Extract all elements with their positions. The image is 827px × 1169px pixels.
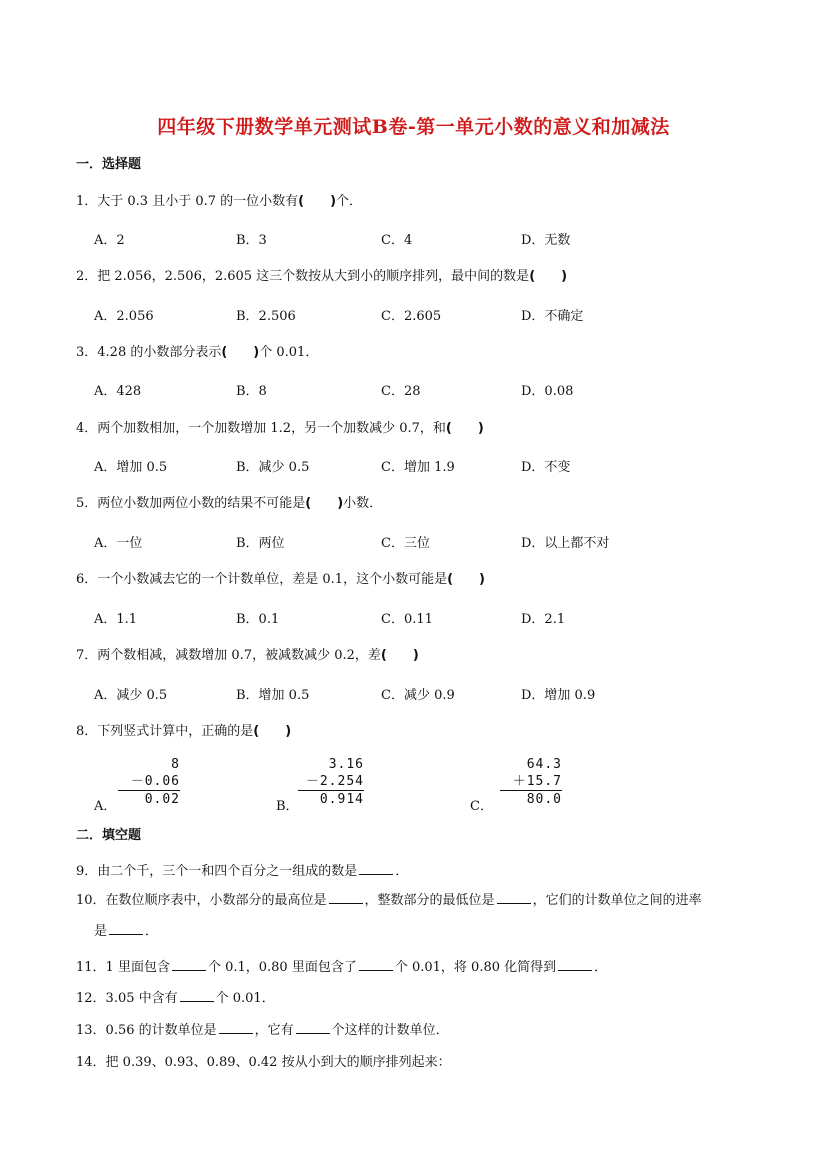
answer-blank[interactable]: [219, 1021, 253, 1034]
q3-option-c: C．28: [381, 384, 421, 399]
question-12-text: 12．3.05 中含有: [76, 991, 178, 1006]
q8-vertical-calc-a: [118, 756, 180, 808]
question-10-tail: ．: [145, 924, 159, 939]
q1-option-a: A．2: [94, 233, 125, 248]
answer-parenthesis: ( ): [221, 345, 260, 360]
calc-result: 0.914: [298, 790, 364, 808]
q2-option-b: B．2.506: [236, 309, 296, 324]
question-13-text: 13．0.56 的计数单位是: [76, 1023, 217, 1038]
question-3: [76, 341, 318, 360]
question-10-text-4: 是: [94, 924, 108, 939]
q2-option-d: D．不确定: [521, 309, 584, 324]
q7-option-d: D．增加 0.9: [521, 688, 596, 703]
q3-option-b: B．8: [236, 384, 267, 399]
question-13-text-2: ，它有: [254, 1023, 294, 1038]
q2-option-a: A．2.056: [94, 309, 154, 324]
answer-parenthesis: ( ): [380, 648, 419, 663]
q6-option-a: A．1.1: [94, 612, 138, 627]
q3-option-a: A．428: [94, 384, 142, 399]
q5-option-b: B．两位: [236, 536, 285, 551]
question-10-continued: [94, 920, 158, 939]
question-3-text: 3．4.28 的小数部分表示: [76, 345, 222, 360]
calc-operand: －0.06: [130, 774, 180, 789]
question-10-text-2: ，整数部分的最低位是: [364, 893, 495, 908]
q7-option-b: B．增加 0.5: [236, 688, 310, 703]
answer-parenthesis: ( ): [298, 194, 337, 209]
q1-option-b: B．3: [236, 233, 267, 248]
page-title: 四年级下册数学单元测试B卷-第一单元小数的意义和加减法: [157, 116, 670, 138]
question-9: [76, 860, 408, 879]
question-14: [76, 1051, 451, 1070]
question-5: [76, 492, 382, 511]
answer-parenthesis: ( ): [253, 724, 292, 739]
question-1-tail: 个．: [336, 194, 363, 209]
calc-top-number: 3.16: [328, 757, 364, 772]
question-4: [76, 417, 484, 436]
question-11-tail: ．: [594, 960, 608, 975]
question-5-text: 5．两位小数加两位小数的结果不可能是: [76, 496, 306, 511]
question-12-tail: 个 0.01．: [215, 991, 275, 1006]
question-2: [76, 265, 567, 284]
question-14-text: 14．把 0.39、0.93、0.89、0.42 按从小到大的顺序排列起来：: [76, 1055, 451, 1070]
q5-option-c: C．三位: [381, 536, 430, 551]
q6-option-b: B．0.1: [236, 612, 280, 627]
answer-blank[interactable]: [172, 958, 206, 971]
answer-parenthesis: ( ): [447, 572, 485, 587]
question-13: [76, 1019, 449, 1038]
answer-blank[interactable]: [359, 958, 393, 971]
q5-option-d: D．以上都不对: [521, 536, 610, 551]
question-7: [76, 644, 419, 663]
question-11-text: 11．1 里面包含: [76, 960, 170, 975]
question-12: [76, 987, 275, 1006]
calc-operand: －2.254: [305, 774, 364, 789]
calc-result: 80.0: [500, 790, 562, 808]
q4-option-c: C．增加 1.9: [381, 460, 455, 475]
answer-blank[interactable]: [329, 891, 363, 904]
question-1-text: 1．大于 0.3 且小于 0.7 的一位小数有: [76, 194, 299, 209]
answer-parenthesis: ( ): [529, 269, 568, 284]
question-10-text: 10．在数位顺序表中，小数部分的最高位是: [76, 893, 327, 908]
answer-blank[interactable]: [558, 958, 592, 971]
q4-option-d: D．不变: [521, 460, 571, 475]
answer-blank[interactable]: [296, 1021, 330, 1034]
q6-option-d: D．2.1: [521, 612, 566, 627]
q4-option-b: B．减少 0.5: [236, 460, 310, 475]
question-6: [76, 568, 485, 587]
question-8-text: 8．下列竖式计算中，正确的是: [76, 724, 254, 739]
section-heading-choice: 一．选择题: [76, 157, 142, 172]
answer-blank[interactable]: [109, 922, 143, 935]
q6-option-c: C．0.11: [381, 612, 433, 627]
question-10: [76, 889, 702, 908]
calc-operand: ＋15.7: [512, 774, 562, 789]
q8-vertical-calc-c: [500, 756, 562, 808]
q2-option-c: C．2.605: [381, 309, 442, 324]
question-4-text: 4．两个加数相加，一个加数增加 1.2，另一个加数减少 0.7，和: [76, 421, 446, 436]
q3-option-d: D．0.08: [521, 384, 574, 399]
question-11: [76, 956, 607, 975]
answer-blank[interactable]: [359, 862, 393, 875]
question-13-tail: 个这样的计数单位．: [331, 1023, 449, 1038]
question-2-text: 2．把 2.056，2.506，2.605 这三个数按从大到小的顺序排列，最中间的数是: [76, 269, 530, 284]
question-9-tail: ．: [395, 864, 409, 879]
question-1: [76, 190, 362, 209]
q5-option-a: A．一位: [94, 536, 143, 551]
q4-option-a: A．增加 0.5: [94, 460, 168, 475]
answer-blank[interactable]: [497, 891, 531, 904]
calc-result: 0.02: [118, 790, 180, 808]
q8-option-b-label: B．: [276, 799, 299, 814]
question-8: [76, 720, 291, 739]
question-3-tail: 个 0.01．: [259, 345, 319, 360]
question-6-text: 6．一个小数减去它的一个计数单位，差是 0.1，这个小数可能是: [76, 572, 448, 587]
calc-top-number: 8: [171, 757, 180, 772]
calc-top-number: 64.3: [526, 757, 562, 772]
q7-option-c: C．减少 0.9: [381, 688, 455, 703]
section-heading-fill: 二．填空题: [76, 828, 142, 843]
q1-option-d: D．无数: [521, 233, 571, 248]
answer-parenthesis: ( ): [305, 496, 344, 511]
q1-option-c: C．4: [381, 233, 413, 248]
q8-option-a-label: A．: [94, 799, 117, 814]
answer-blank[interactable]: [180, 989, 214, 1002]
question-10-text-3: ，它们的计数单位之间的进率: [532, 893, 702, 908]
question-11-text-2: 个 0.1，0.80 里面包含了: [207, 960, 357, 975]
q8-vertical-calc-b: [298, 756, 364, 808]
question-9-text: 9．由二个千，三个一和四个百分之一组成的数是: [76, 864, 358, 879]
answer-parenthesis: ( ): [445, 421, 484, 436]
q7-option-a: A．减少 0.5: [94, 688, 168, 703]
q8-option-c-label: C．: [470, 799, 493, 814]
question-5-tail: 小数．: [343, 496, 383, 511]
question-7-text: 7．两个数相减，减数增加 0.7，被减数减少 0.2，差: [76, 648, 381, 663]
question-11-text-3: 个 0.01，将 0.80 化简得到: [394, 960, 557, 975]
